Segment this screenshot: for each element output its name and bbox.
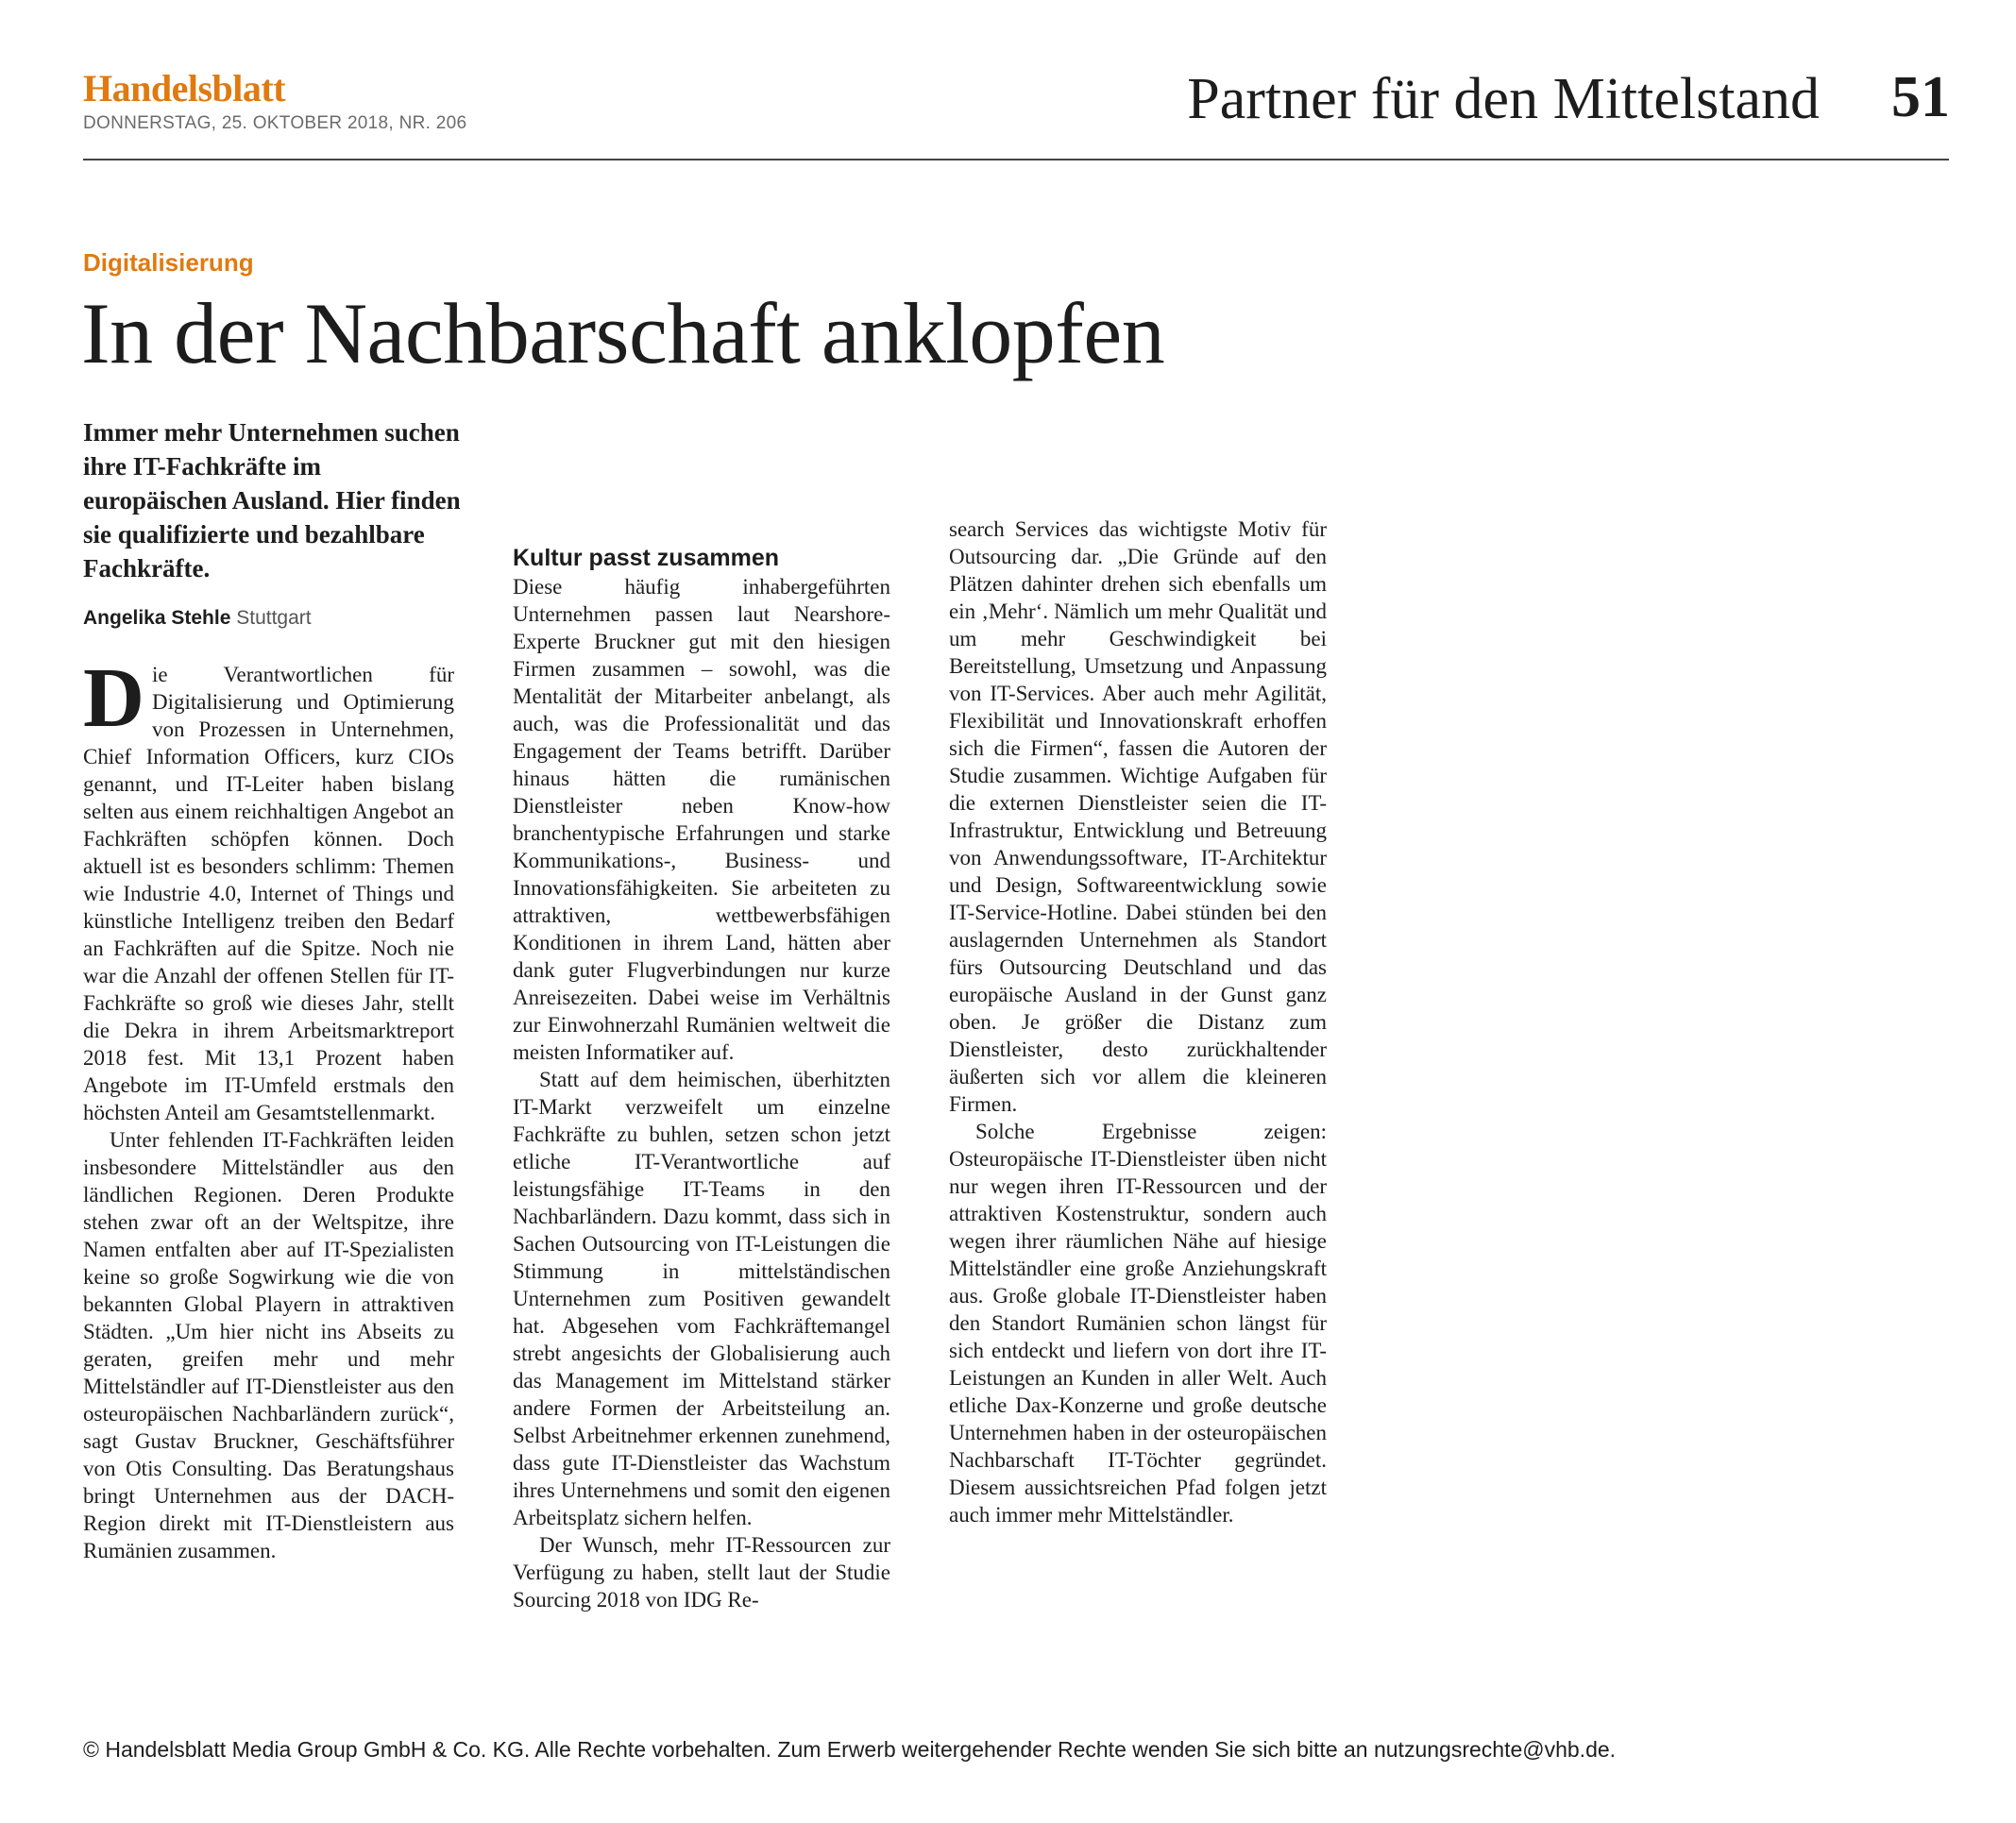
drop-cap: D — [83, 651, 144, 745]
article-column-1 — [83, 651, 454, 1564]
newspaper-logo: Handelsblatt — [83, 67, 286, 110]
article-subhead: Kultur passt zusammen — [513, 545, 780, 571]
header-divider — [83, 159, 1949, 160]
body-paragraph: Der Wunsch, mehr IT-Ressourcen zur Verfügung zu haben, stellt laut der Studie Sourcing 2018 von IDG Re- — [513, 1533, 890, 1612]
body-paragraph: search Services das wichtigste Motiv für Outsourcing dar. „Die Gründe auf den Plätzen dahinter drehen sich ebenfalls um ein ‚Mehr‘. Nämlich um mehr Qualität und um mehr Geschwindigkeit bei Bereitstellung, Umsetzung und Anpassung von IT-Services. Aber auch mehr Agilität, Flexibilität und Innovationskraft erhoffen sich die Firmen“, fassen die Autoren der Studie zusammen. Wichtige Aufgaben für die externen Dienstleister seien die IT-Infrastruktur, Entwicklung und Betreuung von Anwendungssoftware, IT-Architektur und Design, Softwareentwicklung sowie IT-Service-Hotline. Dabei stünden bei den auslagernden Unternehmen als Standort fürs Outsourcing Deutschland und das europäische Ausland in der Gunst ganz oben. Je größer die Distanz zum Dienstleister, desto zurückhaltender äußerten sich vor allem die kleineren Firmen. — [949, 517, 1327, 1116]
body-paragraph: Diese häufig inhabergeführten Unternehmen passen laut Nearshore-Experte Bruckner gut mit den hiesigen Firmen zusammen – sowohl, was die Mentalität der Mitarbeiter anbelangt, als auch, was die Professionalität und das Engagement der Teams betrifft. Darüber hinaus hätten die rumänischen Dienstleister neben Know-how branchentypische Erfahrungen und starke Kommunikations-, Business- und Innovationsfähigkeiten. Sie arbeiteten zu attraktiven, wettbewerbsfähigen Konditionen in ihrem Land, hätten aber dank guter Flugverbindungen nur kurze Anreisezeiten. Dabei weise im Verhältnis zur Einwohnerzahl Rumänien weltweit die meisten Informatiker auf. — [513, 575, 890, 1064]
issue-date: DONNERSTAG, 25. OKTOBER 2018, NR. 206 — [83, 113, 467, 133]
body-paragraph: Die Verantwortlichen für Digitalisierung und Optimierung von Prozessen in Unternehmen, Chief Information Officers, kurz CIOs genannt, und IT-Leiter haben bislang selten aus einem reichhaltigen Angebot an Fachkräften schöpfen können. Doch aktuell ist es besonders schlimm: Themen wie Industrie 4.0, Internet of Things und künstliche Intelligenz treiben den Bedarf an Fachkräften auf die Spitze. Noch nie war die Anzahl der offenen Stellen für IT-Fachkräfte so groß wie dieses Jahr, stellt die Dekra in ihrem Arbeitsmarktreport 2018 fest. Mit 13,1 Prozent haben Angebote im IT-Umfeld erstmals den höchsten Anteil am Gesamtstellenmarkt. — [83, 651, 454, 1124]
article-kicker: Digitalisierung — [83, 248, 254, 277]
author-location: Stuttgart — [236, 607, 312, 629]
article-column-2 — [513, 543, 890, 1613]
article-lead: Immer mehr Unternehmen suchen ihre IT-Fachkräfte im europäischen Ausland. Hier finden sie qualifizierte und bezahlbare Fachkräfte. — [83, 418, 461, 582]
author-name: Angelika Stehle — [83, 607, 231, 629]
section-title: Partner für den Mittelstand — [1187, 67, 1820, 131]
article-headline: In der Nachbarschaft anklopfen — [81, 285, 1165, 381]
body-paragraph: Solche Ergebnisse zeigen: Osteuropäische IT-Dienstleister üben nicht nur wegen ihren IT-Ressourcen und der attraktiven Kostenstruktur, sondern auch wegen ihrer räumlichen Nähe auf hiesige Mittelständler eine große Anziehungskraft aus. Große globale IT-Dienstleister haben den Standort Rumänien schon längst für sich entdeckt und liefern von dort ihre IT-Leistungen an Kunden in aller Welt. Auch etliche Dax-Konzerne und große deutsche Unternehmen haben in der osteuropäischen Nachbarschaft IT-Töchter gegründet. Diesem aussichtsreichen Pfad folgen jetzt auch immer mehr Mittelständler. — [949, 1120, 1327, 1527]
copyright-notice: © Handelsblatt Media Group GmbH & Co. KG. Alle Rechte vorbehalten. Zum Erwerb weitergehender Rechte wenden Sie sich bitte an nutzungsrechte@vhb.de. — [83, 1737, 1617, 1762]
byline — [83, 607, 312, 630]
page-number: 51 — [1891, 65, 1950, 129]
article-column-3 — [949, 515, 1327, 1528]
body-paragraph: Statt auf dem heimischen, überhitzten IT-Markt verzweifelt um einzelne Fachkräfte zu buhlen, setzen schon jetzt etliche IT-Verantwortliche auf leistungsfähige IT-Teams in den Nachbarländern. Dazu kommt, dass sich in Sachen Outsourcing von IT-Leistungen die Stimmung in mittelständischen Unternehmen zum Positiven gewandelt hat. Abgesehen vom Fachkräftemangel strebt angesichts der Globalisierung auch das Management im Mittelstand stärker andere Formen der Arbeitsteilung an. Selbst Arbeitnehmer erkennen zunehmend, dass gute IT-Dienstleister das Wachstum ihres Unternehmens und somit den eigenen Arbeitsplatz sichern helfen. — [513, 1068, 890, 1529]
body-paragraph: Unter fehlenden IT-Fachkräften leiden insbesondere Mittelständler aus den ländlichen Regionen. Deren Produkte stehen zwar oft an der Weltspitze, ihre Namen entfalten aber auf IT-Spezialisten keine so große Sogwirkung wie die von bekannten Global Playern in attraktiven Städten. „Um hier nicht ins Abseits zu geraten, greifen mehr und mehr Mittelständler auf IT-Dienstleister aus den osteuropäischen Nachbarländern zurück“, sagt Gustav Bruckner, Geschäftsführer von Otis Consulting. Das Beratungshaus bringt Unternehmen aus der DACH-Region direkt mit IT-Dienstleistern aus Rumänien zusammen. — [83, 1128, 454, 1562]
